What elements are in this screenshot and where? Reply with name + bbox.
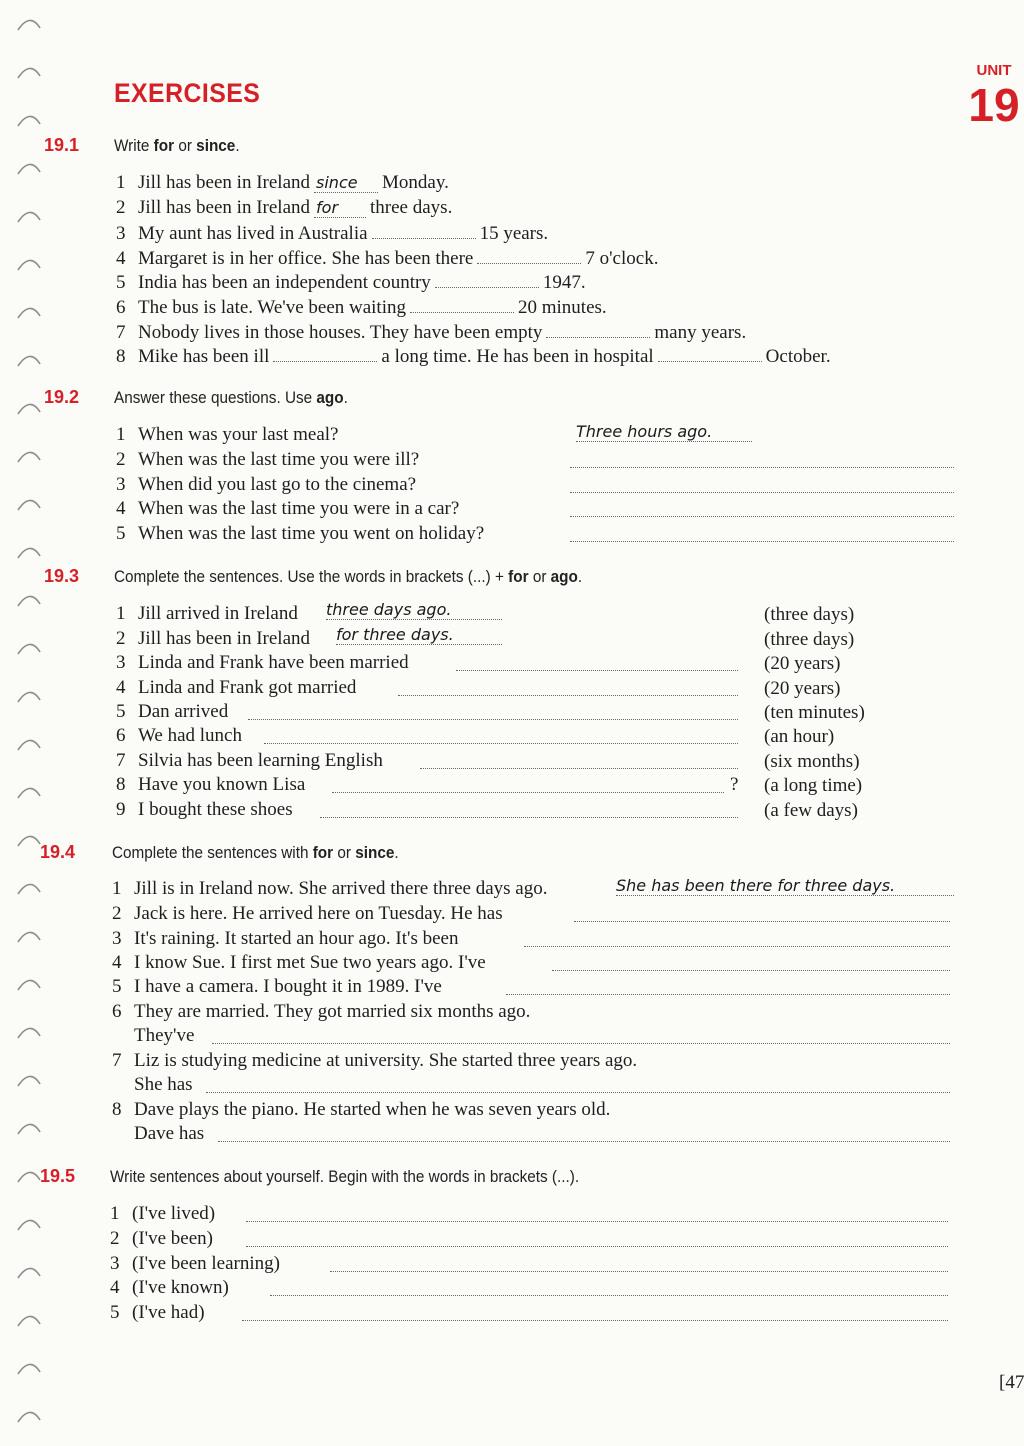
bracket-hint: (six months) (764, 751, 860, 772)
bracket-hint: (three days) (764, 604, 855, 625)
exercise-item: 7 Silvia has been learning English (116, 750, 383, 771)
answer-blank[interactable] (246, 1220, 948, 1222)
exercise-instruction: Answer these questions. Use ago. (114, 388, 348, 407)
exercise-item: 7 Liz is studying medicine at university. She started three years ago. (112, 1050, 638, 1071)
exercise-item: 6 We had lunch (116, 725, 242, 746)
exercise-number: 19.4 (40, 842, 76, 862)
exercise-item: 8 Dave plays the piano. He started when he was seven years old. (112, 1099, 611, 1120)
exercise-item: 3 My aunt has lived in Australia 15 years. (116, 223, 549, 244)
exercise-instruction: Complete the sentences with for or since. (112, 843, 399, 862)
exercise-item: 8 Mike has been ill a long time. He has been in hospital October. (116, 346, 831, 367)
answer-blank[interactable] (524, 945, 950, 947)
exercise-item: 5 India has been an independent country 1947. (116, 272, 586, 293)
exercise-item: 4 Margaret is in her office. She has been there 7 o'clock. (116, 248, 659, 269)
exercise-item: 2 (I've been) (110, 1228, 213, 1249)
exercise-item: 4 (I've known) (110, 1277, 229, 1298)
exercise-item: 7 Nobody lives in those houses. They have been empty many years. (116, 322, 747, 343)
answer-blank[interactable] (264, 742, 738, 744)
bracket-hint: (an hour) (764, 726, 835, 747)
bracket-hint: (ten minutes) (764, 702, 865, 723)
exercise-item-continuation: Dave has (134, 1123, 205, 1144)
exercise-item: 2 Jill has been in Ireland for three days. (116, 197, 453, 218)
exercise-item: 1 Jill has been in Ireland since Monday. (116, 172, 449, 193)
exercise-item: 1 Jill is in Ireland now. She arrived there three days ago. (112, 878, 548, 899)
answer-blank[interactable] (574, 920, 950, 922)
answer-blank[interactable] (273, 345, 377, 362)
exercise-number: 19.2 (44, 387, 80, 407)
exercise-instruction: Complete the sentences. Use the words in brackets (...) + for or ago. (114, 567, 583, 586)
exercise-item: 1 When was your last meal? (116, 424, 339, 445)
exercise-item: 3 It's raining. It started an hour ago. It's been (112, 928, 459, 949)
exercise-item: 9 I bought these shoes (116, 799, 293, 820)
answer-blank[interactable] (546, 321, 650, 338)
answer-blank[interactable] (372, 222, 476, 239)
exercise-item: 2 Jack is here. He arrived here on Tuesday. He has (112, 903, 503, 924)
answer-text[interactable]: Three hours ago. (576, 422, 752, 442)
answer-blank[interactable] (570, 466, 954, 468)
answer-blank[interactable] (246, 1245, 948, 1247)
exercise-item-continuation: She has (134, 1074, 193, 1095)
answer-blank[interactable] (206, 1091, 950, 1093)
answer-blank[interactable] (477, 247, 581, 264)
answer-blank[interactable] (658, 345, 762, 362)
answer-blank[interactable] (410, 296, 514, 313)
answer-blank[interactable] (212, 1042, 950, 1044)
answer-text[interactable]: She has been there for three days. (616, 876, 954, 896)
page-number: [47 (999, 1372, 1024, 1393)
answer-blank[interactable] (420, 767, 738, 769)
exercise-item: 8 Have you known Lisa (116, 774, 306, 795)
answer-blank[interactable] (218, 1140, 950, 1142)
answer-blank[interactable] (506, 993, 950, 995)
answer-blank[interactable] (552, 969, 950, 971)
question-mark: ? (730, 774, 739, 795)
answer-text[interactable]: since (314, 174, 378, 193)
answer-blank[interactable] (320, 816, 738, 818)
bracket-hint: (20 years) (764, 653, 841, 674)
exercise-item: 5 Dan arrived (116, 701, 229, 722)
answer-blank[interactable] (570, 491, 954, 493)
exercise-number: 19.1 (44, 135, 80, 155)
exercise-item: 6 The bus is late. We've been waiting 20 minutes. (116, 297, 607, 318)
exercise-item: 3 Linda and Frank have been married (116, 652, 409, 673)
exercise-item-continuation: They've (134, 1025, 195, 1046)
bracket-hint: (a few days) (764, 800, 858, 821)
unit-number: 19 (968, 79, 1020, 131)
answer-blank[interactable] (570, 540, 954, 542)
exercise-item: 5 When was the last time you went on holiday? (116, 523, 485, 544)
exercise-number: 19.5 (40, 1166, 76, 1186)
exercise-instruction: Write for or since. (114, 136, 240, 155)
exercise-item: 4 I know Sue. I first met Sue two years ago. I've (112, 952, 486, 973)
exercise-instruction: Write sentences about yourself. Begin with the words in brackets (...). (110, 1167, 580, 1186)
bracket-hint: (20 years) (764, 678, 841, 699)
exercise-item: 1 Jill arrived in Ireland (116, 603, 298, 624)
exercise-item: 1 (I've lived) (110, 1203, 216, 1224)
answer-blank[interactable] (570, 515, 954, 517)
exercise-item: 4 When was the last time you were in a car? (116, 498, 460, 519)
exercise-item: 2 Jill has been in Ireland (116, 628, 311, 649)
exercise-item: 4 Linda and Frank got married (116, 677, 357, 698)
exercise-item: 5 I have a camera. I bought it in 1989. I've (112, 976, 442, 997)
answer-blank[interactable] (332, 791, 724, 793)
exercise-item: 3 When did you last go to the cinema? (116, 474, 417, 495)
answer-blank[interactable] (270, 1294, 948, 1296)
unit-label: UNIT (976, 62, 1012, 79)
exercise-item: 2 When was the last time you were ill? (116, 449, 420, 470)
exercise-item: 3 (I've been learning) (110, 1253, 280, 1274)
answer-text[interactable]: three days ago. (326, 600, 502, 620)
exercise-item: 6 They are married. They got married six months ago. (112, 1001, 531, 1022)
answer-blank[interactable] (456, 669, 738, 671)
exercise-number: 19.3 (44, 566, 80, 586)
answer-text[interactable]: for (314, 199, 366, 218)
answer-blank[interactable] (242, 1319, 948, 1321)
bracket-hint: (a long time) (764, 775, 863, 796)
answer-blank[interactable] (330, 1270, 948, 1272)
answer-blank[interactable] (435, 271, 539, 288)
bracket-hint: (three days) (764, 629, 855, 650)
spiral-binding (0, 0, 60, 1446)
answer-blank[interactable] (248, 718, 738, 720)
exercise-item: 5 (I've had) (110, 1302, 205, 1323)
answer-text[interactable]: for three days. (336, 625, 502, 645)
answer-blank[interactable] (398, 694, 738, 696)
page-title: EXERCISES (114, 78, 261, 108)
